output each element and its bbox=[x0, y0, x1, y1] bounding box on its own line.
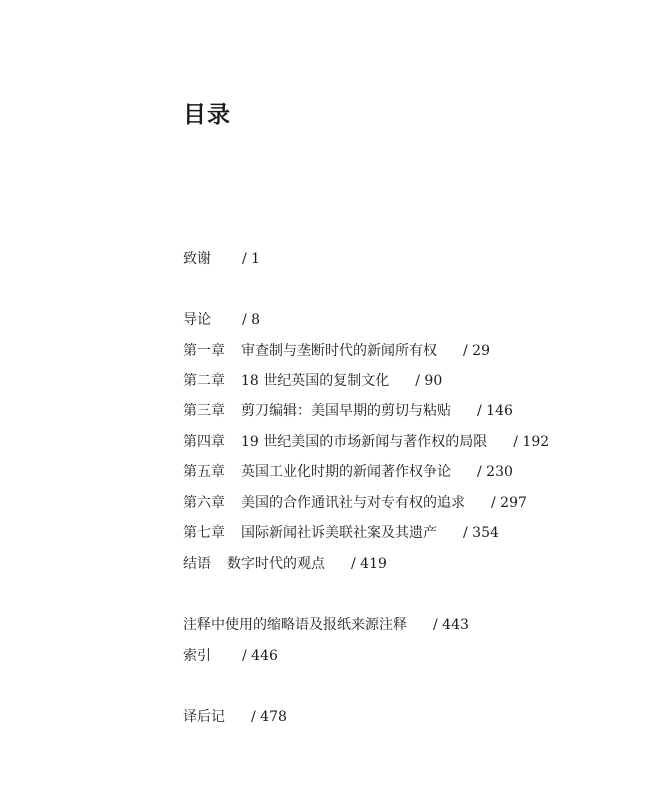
entry-chapter: 结语 bbox=[183, 556, 211, 572]
entry-page: / 192 bbox=[513, 434, 550, 450]
entry-chapter: 第二章 bbox=[183, 373, 225, 389]
entry-page: / 29 bbox=[463, 343, 490, 359]
toc-entry-chapter-7[interactable] bbox=[183, 522, 499, 544]
entry-chapter: 第七章 bbox=[183, 525, 225, 541]
entry-title: 数字时代的观点 bbox=[227, 556, 325, 572]
entry-title: 19 世纪美国的市场新闻与著作权的局限 bbox=[241, 434, 488, 450]
toc-entry-acknowledgements[interactable] bbox=[183, 248, 260, 270]
toc-entry-chapter-3[interactable] bbox=[183, 400, 513, 422]
entry-title: 索引 bbox=[183, 648, 211, 664]
toc-entry-translator-afterword[interactable] bbox=[183, 706, 287, 728]
entry-page: / 297 bbox=[491, 495, 527, 511]
entry-title: 致谢 bbox=[183, 251, 211, 267]
page-title: 目录 bbox=[183, 102, 231, 128]
entry-page: / 354 bbox=[463, 525, 499, 541]
entry-title: 18 世纪英国的复制文化 bbox=[241, 373, 390, 389]
entry-page: / 446 bbox=[242, 648, 278, 664]
toc-entry-introduction[interactable] bbox=[183, 309, 260, 331]
entry-title: 美国的合作通讯社与对专有权的追求 bbox=[241, 495, 465, 511]
entry-page: / 443 bbox=[433, 617, 469, 633]
toc-entry-chapter-2[interactable] bbox=[183, 370, 442, 392]
entry-chapter: 第四章 bbox=[183, 434, 225, 450]
toc-entry-abbreviations[interactable] bbox=[183, 614, 469, 636]
entry-title: 国际新闻社诉美联社案及其遗产 bbox=[241, 525, 437, 541]
entry-chapter: 第五章 bbox=[183, 464, 225, 480]
entry-page: / 1 bbox=[242, 251, 261, 267]
entry-title: 审查制与垄断时代的新闻所有权 bbox=[241, 343, 437, 359]
entry-title: 导论 bbox=[183, 312, 211, 328]
toc-entry-chapter-6[interactable] bbox=[183, 492, 527, 514]
entry-title: 英国工业化时期的新闻著作权争论 bbox=[241, 464, 451, 480]
entry-title: 译后记 bbox=[183, 709, 225, 725]
entry-page: / 478 bbox=[251, 709, 287, 725]
entry-page: / 90 bbox=[415, 373, 443, 389]
entry-page: / 8 bbox=[242, 312, 261, 328]
toc-entry-chapter-5[interactable] bbox=[183, 461, 513, 483]
toc-entry-chapter-1[interactable] bbox=[183, 340, 490, 362]
toc-entry-index[interactable] bbox=[183, 645, 278, 667]
entry-chapter: 第三章 bbox=[183, 403, 225, 419]
entry-chapter: 第六章 bbox=[183, 495, 225, 511]
toc-entry-conclusion[interactable] bbox=[183, 553, 387, 575]
entry-title: 注释中使用的缩略语及报纸来源注释 bbox=[183, 617, 407, 633]
entry-page: / 419 bbox=[351, 556, 387, 572]
entry-page: / 230 bbox=[477, 464, 513, 480]
toc-entry-chapter-4[interactable] bbox=[183, 431, 549, 453]
entry-title: 剪刀编辑：美国早期的剪切与粘贴 bbox=[241, 403, 451, 419]
entry-page: / 146 bbox=[477, 403, 513, 419]
entry-chapter: 第一章 bbox=[183, 343, 225, 359]
